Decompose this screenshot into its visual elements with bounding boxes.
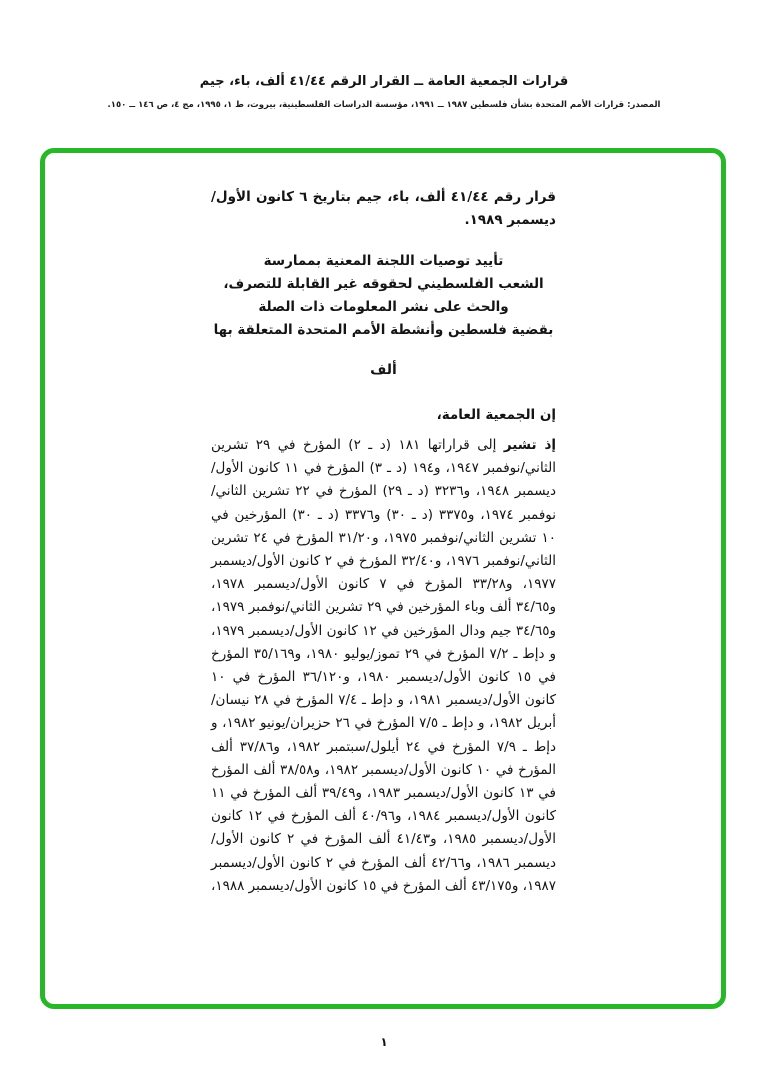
body-lead: إذ تشير xyxy=(503,437,556,453)
section-label: ألف xyxy=(370,362,397,378)
title-line: بقضية فلسطين وأنشطة الأمم المتحدة المتعلقة بها xyxy=(213,322,554,338)
document-title xyxy=(211,250,556,342)
page-header xyxy=(0,74,768,89)
opening-paragraph: قرار رقم ٤١/٤٤ ألف، باء، جيم بتاريخ ٦ كانون الأول/ديسمبر ١٩٨٩. xyxy=(211,189,556,228)
page-number: ١ xyxy=(380,1035,388,1049)
salutation: إن الجمعية العامة، xyxy=(436,407,556,423)
source-line: المصدر: قرارات الأمم المتحدة بشأن فلسطين ١٩٨٧ ــ ١٩٩١، مؤسسة الدراسات الفلسطينية، بيروت، ط ١، ١٩٩٥، مج ٤، ص ١٤٦ ــ ١٥٠. xyxy=(107,100,661,110)
title-line: الشعب الفلسطيني لحقوقه غير القابلة للتصرف، xyxy=(223,276,544,292)
body-text: إلى قراراتها ١٨١ (د ـ ٢) المؤرخ في ٢٩ تشرين الثاني/نوفمبر ١٩٤٧، و١٩٤ (د ـ ٣) المؤرخ في ١١ كانون الأول/ديسمبر ١٩٤٨، و٣٢٣٦ (د ـ ٢٩) المؤرخ في ٢٢ تشرين الثاني/نوفمبر ١٩٧٤، و٣٣٧٥ (د ـ ٣٠) و٣٣٧٦ (د ـ ٣٠) المؤرخين في ١٠ تشرين الثاني/نوفمبر ١٩٧٥، و٣١/٢٠ المؤرخ في ٢٤ تشرين الثاني/نوفمبر ١٩٧٦، و٣٢/٤٠ المؤرخ في ٢ كانون الأول/ديسمبر ١٩٧٧، و٣٣/٢٨ المؤرخ في ٧ كانون الأول/ديسمبر ١٩٧٨، و٣٤/٦٥ ألف وباء المؤرخين في ٢٩ تشرين الثاني/نوفمبر ١٩٧٩، و٣٤/٦٥ جيم ودال المؤرخين في ١٢ كانون الأول/ديسمبر ١٩٧٩، و دإط ـ ٧/٢ المؤرخ في ٢٩ تموز/يوليو ١٩٨٠، و٣٥/١٦٩ المؤرخ في ١٥ كانون الأول/ديسمبر ١٩٨٠، و٣٦/١٢٠ المؤرخ في ١٠ كانون الأول/ديسمبر ١٩٨١، و دإط ـ ٧/٤ المؤرخ في ٢٨ نيسان/أبريل ١٩٨٢، و دإط ـ ٧/٥ المؤرخ في ٢٦ حزيران/يونيو ١٩٨٢، و دإط ـ ٧/٩ المؤرخ في ٢٤ أيلول/سبتمبر ١٩٨٢، و٣٧/٨٦ ألف المؤرخ في ١٠ كانون الأول/ديسمبر ١٩٨٢، و٣٨/٥٨ ألف المؤرخ في ١٣ كانون الأول/ديسمبر ١٩٨٣، و٣٩/٤٩ ألف المؤرخ في ١١ كانون الأول/ديسمبر ١٩٨٤، و٤٠/٩٦ ألف المؤرخ في ١٢ كانون الأول/ديسمبر ١٩٨٥، و٤١/٤٣ ألف المؤرخ في ٢ كانون الأول/ديسمبر ١٩٨٦، و٤٢/٦٦ ألف المؤرخ في ٢ كانون الأول/ديسمبر ١٩٨٧، و٤٣/١٧٥ ألف المؤرخ في ١٥ كانون الأول/ديسمبر ١٩٨٨، xyxy=(210,437,557,894)
resolution-body xyxy=(211,434,556,898)
document-column xyxy=(211,186,556,898)
title-line: تأييد توصيات اللجنة المعنية بممارسة xyxy=(263,253,504,269)
title-line: والحث على نشر المعلومات ذات الصلة xyxy=(258,299,509,315)
page-header-title: قرارات الجمعية العامة ــ القرار الرقم ٤١/٤٤ ألف، باء، جيم xyxy=(199,74,569,89)
